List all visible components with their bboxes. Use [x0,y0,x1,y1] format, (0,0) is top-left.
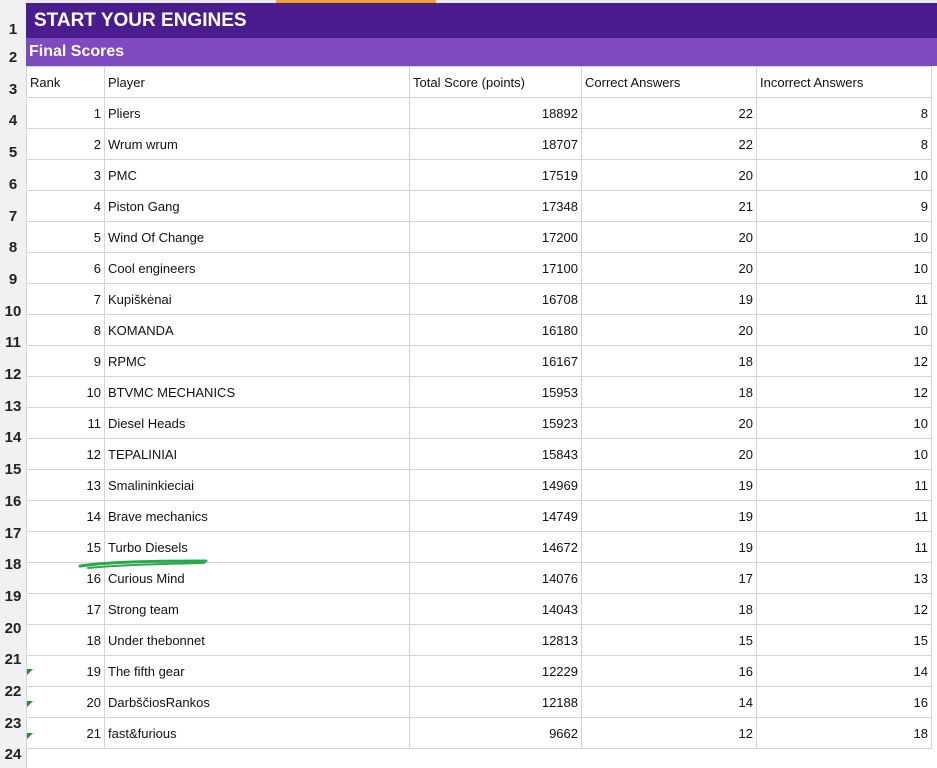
rank-cell[interactable]: 13 [27,470,105,501]
incorrect-cell[interactable]: 15 [757,625,932,656]
row-number[interactable]: 3 [8,80,18,98]
incorrect-cell[interactable]: 16 [757,687,932,718]
score-cell[interactable]: 12229 [410,656,582,687]
player-cell[interactable]: TEPALINIAI [105,439,410,470]
score-cell[interactable]: 15923 [410,408,582,439]
row-number[interactable]: 12 [4,366,22,383]
rank-cell[interactable]: 20 [27,687,105,718]
rank-cell[interactable]: 10 [27,377,105,408]
row-number[interactable]: 15 [4,461,22,479]
score-cell[interactable]: 14749 [410,501,582,532]
incorrect-cell[interactable]: 12 [757,377,932,408]
player-cell[interactable]: Wrum wrum [105,129,410,160]
correct-cell[interactable]: 22 [582,129,757,160]
correct-cell[interactable]: 15 [582,625,757,656]
incorrect-cell[interactable]: 10 [757,408,932,439]
table-row [27,408,932,439]
correct-cell[interactable]: 20 [582,253,757,284]
rank-cell[interactable]: 16 [27,563,105,594]
score-cell[interactable]: 16180 [410,315,582,346]
table-row [27,656,932,687]
rank-cell[interactable]: 9 [27,346,105,377]
player-cell[interactable]: Strong team [105,594,410,625]
rank-cell[interactable]: 18 [27,625,105,656]
table-row [27,160,932,191]
incorrect-cell[interactable]: 8 [757,129,932,160]
row-number[interactable]: 8 [8,239,18,257]
score-cell[interactable]: 9662 [410,718,582,749]
correct-cell[interactable]: 19 [582,501,757,532]
correct-cell[interactable]: 20 [582,222,757,253]
correct-cell[interactable]: 19 [582,284,757,315]
cell-comment-marker [27,669,33,675]
incorrect-cell[interactable]: 11 [757,470,932,501]
score-cell[interactable]: 12188 [410,687,582,718]
player-cell[interactable]: fast&furious [105,718,410,749]
table-row [27,191,932,222]
rank-cell[interactable]: 14 [27,501,105,532]
cell-comment-marker [27,733,33,739]
player-cell[interactable]: Diesel Heads [105,408,410,439]
player-cell[interactable]: Curious Mind [105,563,410,594]
correct-cell[interactable]: 18 [582,594,757,625]
rank-cell[interactable]: 1 [27,98,105,129]
player-cell[interactable]: Brave mechanics [105,501,410,532]
table-row [27,129,932,160]
player-cell[interactable]: Turbo Diesels [105,532,410,563]
score-cell[interactable]: 17200 [410,222,582,253]
score-cell[interactable]: 14672 [410,532,582,563]
row-number[interactable]: 6 [8,175,18,193]
score-cell[interactable]: 18707 [410,129,582,160]
header-total-score[interactable]: Total Score (points) [410,67,582,98]
rank-cell[interactable]: 4 [27,191,105,222]
sheet-title[interactable]: START YOUR ENGINES [26,3,937,38]
row-number[interactable]: 4 [8,112,18,130]
incorrect-cell[interactable]: 13 [757,563,932,594]
score-cell[interactable]: 14076 [410,563,582,594]
rank-cell[interactable]: 2 [27,129,105,160]
incorrect-cell[interactable]: 10 [757,160,932,191]
rank-cell[interactable]: 19 [27,656,105,687]
score-cell[interactable]: 18892 [410,98,582,129]
table-row [27,346,932,377]
player-cell[interactable]: Piston Gang [105,191,410,222]
header-correct-answers[interactable]: Correct Answers [582,67,757,98]
row-number[interactable]: 19 [4,587,22,605]
row-number[interactable]: 18 [4,556,22,574]
rank-cell[interactable]: 17 [27,594,105,625]
incorrect-cell[interactable]: 9 [757,191,932,222]
incorrect-cell[interactable]: 11 [757,501,932,532]
table-row [27,284,932,315]
rank-cell[interactable]: 21 [27,718,105,749]
incorrect-cell[interactable]: 12 [757,346,932,377]
row-number[interactable]: 20 [4,619,22,637]
player-cell[interactable]: RPMC [105,346,410,377]
row-number[interactable]: 7 [8,207,18,225]
player-cell[interactable]: PMC [105,160,410,191]
header-rank[interactable]: Rank [27,67,105,98]
header-row [27,67,932,98]
player-cell[interactable]: Smalininkieciai [105,470,410,501]
row-number[interactable]: 22 [4,683,22,700]
player-cell[interactable]: BTVMC MECHANICS [105,377,410,408]
table-row [27,501,932,532]
rank-cell[interactable]: 7 [27,284,105,315]
row-number[interactable]: 21 [4,651,22,669]
rank-cell[interactable]: 5 [27,222,105,253]
table-row [27,687,932,718]
correct-cell[interactable]: 21 [582,191,757,222]
player-cell[interactable]: KOMANDA [105,315,410,346]
player-cell[interactable]: DarbščiosRankos [105,687,410,718]
row-number[interactable]: 24 [4,746,22,764]
score-cell[interactable]: 16708 [410,284,582,315]
player-cell[interactable]: Pliers [105,98,410,129]
incorrect-cell[interactable]: 10 [757,253,932,284]
table-row [27,625,932,656]
player-cell[interactable]: Kupiškėnai [105,284,410,315]
table-row [27,718,932,749]
scores-table [26,66,932,749]
correct-cell[interactable]: 20 [582,315,757,346]
row-number[interactable]: 10 [4,302,22,320]
sheet-subtitle[interactable]: Final Scores [26,38,937,66]
correct-cell[interactable]: 18 [582,377,757,408]
table-row [27,253,932,284]
table-row [27,594,932,625]
green-underline-annotation [78,558,210,572]
score-cell[interactable]: 15953 [410,377,582,408]
correct-cell[interactable]: 20 [582,160,757,191]
rank-cell[interactable]: 15 [27,532,105,563]
table-row [27,470,932,501]
score-cell[interactable]: 16167 [410,346,582,377]
score-cell[interactable]: 17519 [410,160,582,191]
correct-cell[interactable]: 19 [582,470,757,501]
incorrect-cell[interactable]: 10 [757,439,932,470]
row-number[interactable]: 14 [4,429,22,447]
rank-cell[interactable]: 11 [27,408,105,439]
score-cell[interactable]: 14969 [410,470,582,501]
incorrect-cell[interactable]: 10 [757,222,932,253]
correct-cell[interactable]: 17 [582,563,757,594]
table-row [27,439,932,470]
table-row [27,222,932,253]
incorrect-cell[interactable]: 18 [757,718,932,749]
row-number[interactable]: 13 [4,397,22,415]
score-cell[interactable]: 17348 [410,191,582,222]
incorrect-cell[interactable]: 12 [757,594,932,625]
header-player[interactable]: Player [105,67,410,98]
row-number[interactable]: 16 [4,492,22,510]
score-cell[interactable]: 15843 [410,439,582,470]
correct-cell[interactable]: 20 [582,439,757,470]
row-number[interactable]: 11 [5,334,21,352]
score-cell[interactable]: 12813 [410,625,582,656]
header-incorrect-answers[interactable]: Incorrect Answers [757,67,932,98]
rank-cell[interactable]: 6 [27,253,105,284]
incorrect-cell[interactable]: 14 [757,656,932,687]
row-number[interactable]: 23 [4,714,22,732]
correct-cell[interactable]: 18 [582,346,757,377]
row-header-column [0,0,27,768]
row-number[interactable]: 2 [8,49,18,66]
row-number[interactable]: 5 [8,144,18,162]
table-row [27,315,932,346]
row-number[interactable]: 1 [8,21,18,38]
rank-cell[interactable]: 12 [27,439,105,470]
score-cell[interactable]: 17100 [410,253,582,284]
row-number[interactable]: 9 [8,270,18,288]
correct-cell[interactable]: 16 [582,656,757,687]
score-cell[interactable]: 14043 [410,594,582,625]
correct-cell[interactable]: 14 [582,687,757,718]
player-cell[interactable]: Under thebonnet [105,625,410,656]
correct-cell[interactable]: 19 [582,532,757,563]
player-cell[interactable]: Cool engineers [105,253,410,284]
correct-cell[interactable]: 20 [582,408,757,439]
rank-cell[interactable]: 3 [27,160,105,191]
incorrect-cell[interactable]: 11 [757,284,932,315]
table-row [27,98,932,129]
incorrect-cell[interactable]: 8 [757,98,932,129]
player-cell[interactable]: Wind Of Change [105,222,410,253]
row-number[interactable]: 17 [4,524,22,542]
incorrect-cell[interactable]: 10 [757,315,932,346]
correct-cell[interactable]: 12 [582,718,757,749]
player-cell[interactable]: The fifth gear [105,656,410,687]
table-row [27,377,932,408]
cell-comment-marker [27,701,33,707]
incorrect-cell[interactable]: 11 [757,532,932,563]
rank-cell[interactable]: 8 [27,315,105,346]
correct-cell[interactable]: 22 [582,98,757,129]
